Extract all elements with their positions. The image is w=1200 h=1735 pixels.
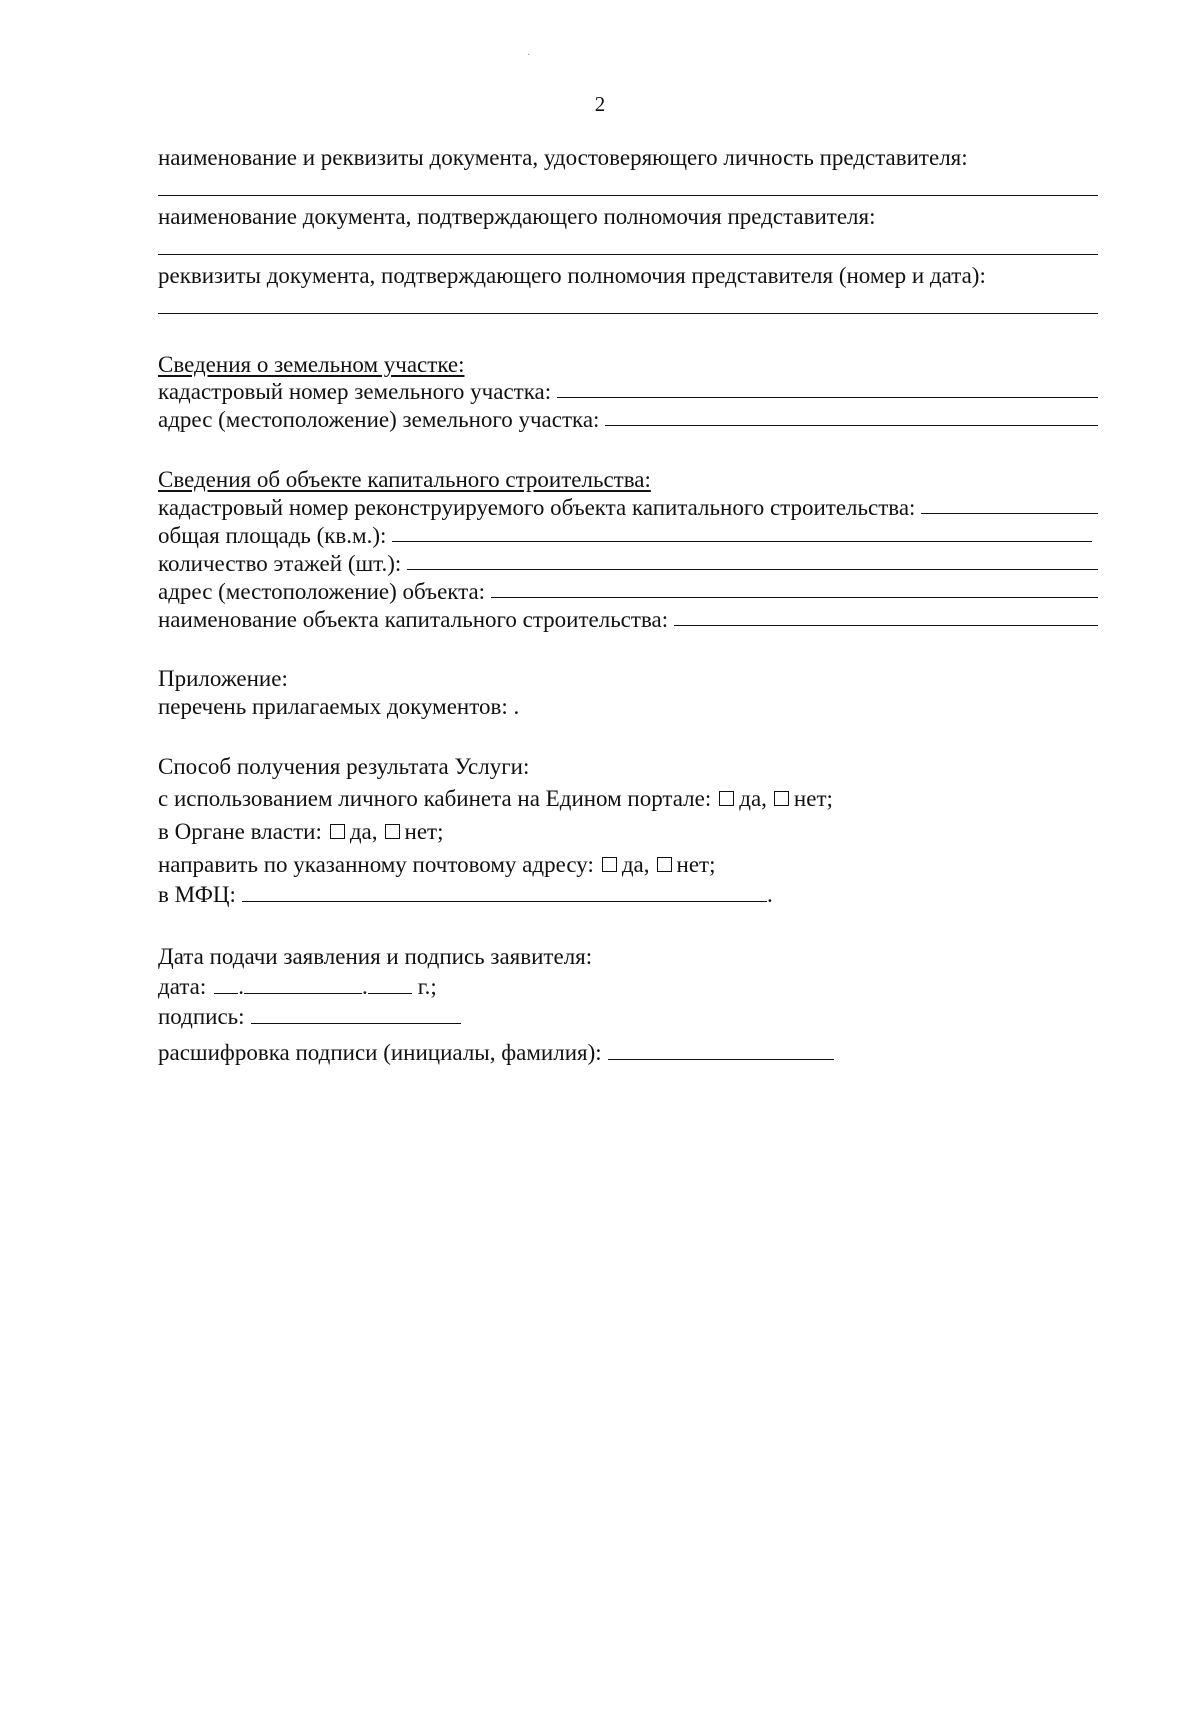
signature-heading-row (158, 942, 1098, 971)
portal-no-checkbox[interactable] (774, 791, 789, 806)
object-cadastral-field[interactable] (921, 493, 1098, 514)
portal-no-label: нет; (793, 786, 833, 811)
authority-doc-name-row (158, 202, 1098, 231)
delivery-portal-row (158, 784, 1098, 813)
date-sep-2: . (362, 974, 368, 999)
attachment-heading: Приложение: (158, 666, 288, 691)
delivery-postal-label: направить по указанному почтовому адресу: (158, 852, 594, 877)
delivery-mfc-label: в МФЦ: (158, 882, 236, 907)
authority-no-label: нет; (404, 819, 444, 844)
authority-no-checkbox[interactable] (385, 824, 400, 839)
date-label: дата: (158, 974, 207, 999)
object-area-label: общая площадь (кв.м.): (158, 523, 387, 548)
land-cadastral-field[interactable] (557, 377, 1098, 398)
date-sep-1: . (238, 974, 244, 999)
object-name-field[interactable] (674, 605, 1098, 626)
delivery-heading: Способ получения результата Услуги: (158, 754, 530, 779)
authority-doc-details-field[interactable] (158, 313, 1098, 314)
date-month-field[interactable] (244, 973, 362, 994)
delivery-portal-label: с использованием личного кабинета на Едином портале: (158, 786, 712, 811)
authority-yes-label: да, (349, 819, 378, 844)
attachment-heading-row (158, 664, 1098, 693)
land-address-field[interactable] (605, 405, 1098, 426)
portal-yes-checkbox[interactable] (719, 791, 734, 806)
delivery-authority-label: в Органе власти: (158, 819, 322, 844)
signature-heading: Дата подачи заявления и подпись заявителя: (158, 944, 593, 969)
postal-no-checkbox[interactable] (657, 857, 672, 872)
sign-row (158, 1002, 1098, 1031)
sign-field[interactable] (251, 1003, 461, 1024)
attachment-list-row (158, 692, 1098, 721)
land-address-label: адрес (местоположение) земельного участка: (158, 407, 600, 432)
object-address-field[interactable] (491, 577, 1098, 598)
object-floors-label: количество этажей (шт.): (158, 551, 402, 576)
mfc-field[interactable] (242, 881, 767, 902)
delivery-authority-row (158, 817, 1098, 846)
authority-doc-details-label: реквизиты документа, подтверждающего полномочия представителя (номер и дата): (158, 263, 986, 288)
authority-doc-name-label: наименование документа, подтверждающего полномочия представителя: (158, 204, 876, 229)
mfc-end: . (766, 882, 773, 907)
identity-doc-row (158, 143, 1098, 172)
decode-field[interactable] (608, 1039, 834, 1060)
delivery-postal-row (158, 850, 1098, 879)
decode-row (158, 1038, 1098, 1067)
date-year-field[interactable] (368, 973, 412, 994)
portal-yes-label: да, (739, 786, 767, 811)
date-suffix: г.; (417, 974, 437, 999)
land-plot-heading: Сведения о земельном участке: (158, 352, 465, 377)
object-area-row (158, 521, 1092, 550)
postal-no-label: нет; (676, 852, 716, 877)
authority-yes-checkbox[interactable] (330, 824, 345, 839)
land-plot-heading-row (158, 350, 1098, 379)
authority-doc-name-field[interactable] (158, 254, 1098, 255)
identity-doc-field[interactable] (158, 195, 1098, 196)
object-address-label: адрес (местоположение) объекта: (158, 579, 486, 604)
object-area-field[interactable] (392, 521, 1092, 542)
delivery-heading-row (158, 752, 1098, 781)
land-address-row (158, 405, 1098, 434)
page-number: 2 (594, 92, 606, 116)
object-floors-field[interactable] (407, 549, 1098, 570)
delivery-mfc-row (158, 880, 1098, 909)
identity-doc-label: наименование и реквизиты документа, удостоверяющего личность представителя: (158, 145, 968, 170)
object-name-row (158, 605, 1098, 634)
attachment-list-label: перечень прилагаемых документов: . (158, 694, 520, 719)
scan-speck: · (527, 50, 531, 61)
date-day-field[interactable] (214, 973, 238, 994)
object-heading: Сведения об объекте капитального строительства: (158, 467, 651, 492)
object-cadastral-label: кадастровый номер реконструируемого объекта капитального строительства: (158, 495, 916, 520)
object-floors-row (158, 549, 1098, 578)
object-cadastral-row (158, 493, 1098, 522)
date-row (158, 972, 1098, 1001)
object-name-label: наименование объекта капитального строительства: (158, 607, 669, 632)
decode-label: расшифровка подписи (инициалы, фамилия): (158, 1040, 602, 1065)
postal-yes-label: да, (621, 852, 650, 877)
postal-yes-checkbox[interactable] (602, 857, 617, 872)
object-address-row (158, 577, 1098, 606)
object-heading-row (158, 465, 1098, 494)
sign-label: подпись: (158, 1004, 245, 1029)
land-cadastral-label: кадастровый номер земельного участка: (158, 379, 552, 404)
authority-doc-details-row (158, 261, 1098, 290)
land-cadastral-row (158, 377, 1098, 406)
